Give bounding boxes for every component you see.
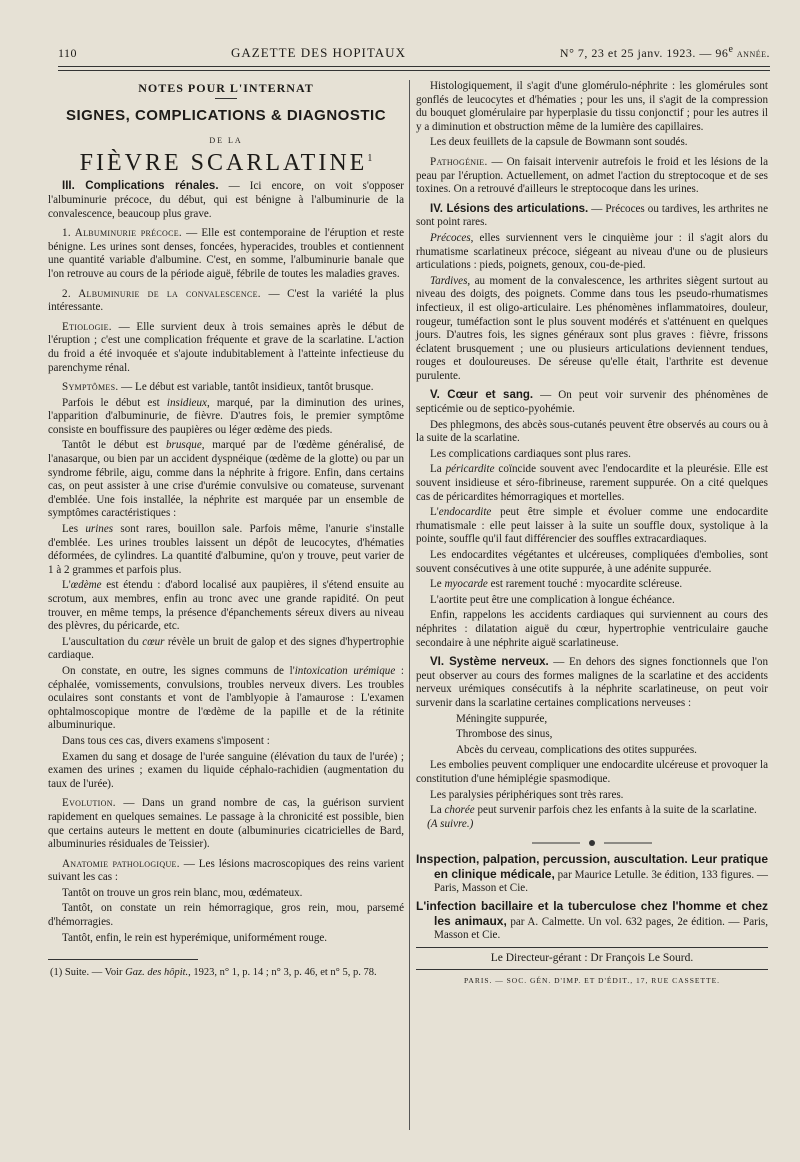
text-run: , au moment de la convalescence, les arthrites siègent surtout au niveau des doigts, des poignets. Comme dans tous les pseudo-rhumatismes infectieux, il est oligo-articulaire. Les phénomènes inflammatoires, douleur, rougeur, tuméfaction sont le plus souvent modérés et s'atténuent en quelques jours. D'autres fois, les signes généraux sont plus graves : fièvre, frissons éclatent brusquement ; une ou plusieurs articulations deviennent tendues, rouges et douloureuses. De séreuse qu'elle était, l'arthrite est devenue purulente. [416, 274, 768, 382]
section-v-p7 [416, 578, 768, 592]
albuminurie-convalescence-text: — C'est la variété la plus intéressante. [48, 287, 404, 314]
text-run: Les [62, 523, 86, 536]
book-details: par Maurice Letulle. 3e édition, 133 figures. — Paris, Masson et Cie. [434, 868, 768, 895]
section-v-p6: Les endocardites végétantes et ulcéreuses, compliquées d'embolies, sont souvent consécutives à une otite suppurée, à une adénite suppurée. [416, 549, 768, 575]
section-v-p8: L'aortite peut être une complication à longue échéance. [430, 593, 675, 606]
text-run: Le [430, 578, 445, 591]
section-vi [416, 656, 768, 710]
anatomie-label: Anatomie pathologique. [62, 857, 180, 870]
pathogenie-text: — On faisait intervenir autrefois le froid et les lésions de la peau par l'éruption. Actuellement, on admet l'action du streptocoque et de ses toxines. On a retrouvé d'ailleurs le streptocoque dans les urines. [416, 155, 768, 196]
symptomes-p8: Dans tous ces cas, divers examens s'imposent : [62, 734, 270, 747]
list-item: Thrombose des sinus, [456, 728, 553, 741]
text-run: : céphalée, vomissements, convulsions, troubles nerveux divers. Les troubles oculaires sont constants et vont de l'amblyopie à l'amaurose : L'examen ophtalmoscopique montre de l'œdème de la papille et de la rétinite albuminurique. [48, 664, 405, 732]
albuminurie-precoce [48, 227, 404, 281]
text-run: Tantôt le début est [62, 439, 166, 452]
column-divider [409, 80, 410, 1130]
section-v-p9: Enfin, rappelons les accidents cardiaques qui surviennent au cours des néphrites : dilatation aiguë du cœur, hypertrophie ventriculaire gauche secondaire à une néphrite aiguë scarlatineuse. [416, 609, 768, 649]
section-v-text: — On peut voir survenir des phénomènes de septicémie ou de septico-pyohémie. [416, 389, 769, 416]
text-run: est étendu : d'abord localisé aux paupières, il s'étend ensuite au scrotum, aux membres, enfin au tronc avec une grande rapidité. On peut trouver, en même temps, la présence d'épanchements séreux divers au niveau des plèvres, du péricarde, etc. [48, 579, 404, 633]
printer-imprint: PARIS. — SOC. GÉN. D'IMP. ET D'ÉDIT., 17, RUE CASSETTE. [463, 976, 721, 986]
section-v [416, 389, 768, 416]
histologie: Histologiquement, il s'agit d'une glomérulo-néphrite : les glomérules sont gonflés de leucocytes et d'hématies ; pour les uns, il s'agit de la compression du bouquet glomérulaire par hyperplasie du tissu conjonctif ; pour les autres il y a diminution et obstruction même de la lumière des capillaires. [416, 80, 768, 133]
symptomes-text: — Le début est variable, tantôt insidieux, tantôt brusque. [118, 381, 374, 394]
evolution-label: Evolution. [62, 797, 116, 810]
title-main-text: FIÈVRE SCARLATINE [79, 149, 368, 176]
section-v-p4 [416, 463, 768, 504]
anatomie-p3: Tantôt, on constate un rein hémorragique, gros rein, mou, parsemé d'hémorragies. [48, 902, 404, 929]
section-v-p5 [416, 506, 768, 547]
section-vi-text: — En dehors des signes fonctionnels que l'on peut observer au cours des formes malignes de la scarlatine et des accidents nerveux urémiques consécutifs à la néphrite scarlatineuse, on peut voir survenir dans la scarlatine certaines complications nerveuses : [416, 656, 768, 709]
text-run: L' [62, 579, 71, 592]
book-title: L'infection bacillaire et la tuberculose chez l'homme et chez les animaux, [416, 899, 768, 928]
section-v-p3: Les complications cardiaques sont plus rares. [430, 447, 631, 460]
symptomes-p3 [48, 439, 404, 521]
title-footnote-mark: 1 [367, 152, 373, 164]
section-vi-p3: Les paralysies périphériques sont très rares. [430, 788, 624, 801]
section-label: NOTES POUR L'INTERNAT [138, 81, 314, 95]
text-run: peut survenir parfois chez les enfants à la suite de la scarlatine. [474, 804, 757, 817]
issue-sup: e [728, 44, 734, 55]
symptomes-label: Symptômes. [62, 381, 119, 394]
symptomes-p4 [48, 523, 404, 577]
text-run: , marqué par de l'œdème généralisé, de l'anasarque, ou bien par un accident dyspnéique (œdème de la glotte) ou par un syndrome fébrile, aigu, comme dans la néphrite à frigore. Enfin, dans certains cas, on peut assister à une crise d'urémie convulsive ou comateuse, survenant d'emblée. Une fois installée, la néphrite est marquée par un ensemble de symptômes caractéristiques : [48, 439, 404, 520]
page-number: 110 [58, 46, 78, 60]
journal-title: GAZETTE DES HOPITAUX [231, 45, 406, 60]
section-iv [416, 203, 768, 230]
italic-run: Tardives [430, 274, 468, 287]
symptomes-p2 [48, 397, 404, 438]
albuminurie-convalescence [48, 288, 404, 315]
etiologie-text: — Elle survient deux à trois semaines après le début de l'éruption ; c'est une complication fréquente et grave de la scarlatine. L'action du froid a été invoquée et s'ajoute indubitablement à l'atteinte infectieuse du parenchyme rénal. [48, 320, 404, 374]
section-iv-p2 [416, 232, 768, 273]
italic-run: péricardite [445, 463, 495, 476]
pathogenie [416, 156, 768, 197]
italic-run: intoxication urémique [294, 664, 396, 677]
section-iii-heading: III. Complications rénales. [62, 180, 219, 193]
article-title-de: DE LA [209, 136, 243, 146]
header-rule [58, 66, 770, 71]
list-item: Méningite suppurée, [456, 712, 548, 725]
a-suivre: (A suivre.) [427, 817, 474, 830]
evolution-text: — Dans un grand nombre de cas, la guérison survient rapidement en quelques semaines. Le passage à la chronicité est possible, bien que certains auteurs le mettent en doute (albuminuries cicatricielles de Bard, albuminuries résiduales de Teissier). [48, 797, 404, 851]
section-vi-p4 [416, 804, 768, 831]
albuminurie-precoce-text: — Elle est contemporaine de l'éruption et reste bénigne. Les urines sont denses, foncées, hyperacides, troubles et contiennent une quantité variable d'albumine. C'est, en somme, l'albuminurie banale que l'on retrouve au cours de la période aiguë, fébrile de toutes les maladies graves. [48, 227, 405, 280]
symptomes-p5 [48, 579, 404, 633]
italic-run: insidieux [166, 396, 207, 409]
text-run: La [430, 463, 446, 476]
text-run: , elles surviennent vers le cinquième jour : il s'agit alors du rhumatisme scarlatineux précoce, siégeant au niveau d'une ou de plusieurs articulations : pieds, poignets, genoux, cou-de-pied. [416, 231, 768, 272]
pathogenie-label: Pathogénie. [430, 155, 488, 168]
anatomie [48, 858, 404, 885]
italic-run: endocardite [438, 506, 492, 519]
nerve-complications-list [416, 713, 768, 758]
right-column [416, 80, 768, 988]
text-run: peut être simple et évoluer comme une endocardite rhumatismale : elle peut laisser à la suite un souffle doux, systolique à la pointe, souffle qu'il faut différencier des souffles extracardiaques. [416, 506, 768, 546]
footnote [48, 966, 404, 979]
issue-annee: année. [736, 46, 770, 60]
albuminurie-convalescence-label: 2. Albuminurie de la convalescence. [62, 287, 261, 300]
text-run: révèle un bruit de galop et des signes d'hypertrophie cardiaque. [48, 635, 404, 662]
ornament-icon [532, 839, 652, 847]
etiologie [48, 321, 404, 375]
italic-run: cœur [142, 635, 165, 648]
text-run: (1) Suite. — Voir [50, 967, 126, 979]
italic-run: myocarde [444, 578, 488, 591]
left-column [48, 80, 404, 981]
italic-run: brusque [166, 439, 202, 452]
text-run: L'auscultation du [62, 635, 143, 648]
symptomes [48, 381, 404, 395]
section-iv-text: — Précoces ou tardives, les arthrites ne sont point rares. [416, 202, 768, 229]
symptomes-p6 [48, 636, 404, 663]
italic-run: urines [85, 523, 114, 536]
text-run: est rarement touché : myocardite scléreuse. [487, 578, 683, 591]
section-iv-heading: IV. Lésions des articulations. [430, 202, 589, 215]
issue-info [560, 44, 770, 61]
text-run: Parfois le début est [62, 396, 167, 409]
book-notices [416, 853, 768, 943]
text-run: On constate, en outre, les signes communs de l' [62, 664, 295, 677]
text-run: , 1923, n° 1, p. 14 ; n° 3, p. 46, et n° 5, p. 78. [188, 967, 377, 979]
section-v-p2: Des phlegmons, des abcès sous-cutanés peuvent être observés au cours ou à la suite de la scarlatine. [416, 418, 768, 445]
section-v-heading: V. Cœur et sang. [430, 389, 534, 402]
symptomes-p7 [48, 665, 404, 733]
section-iv-p3 [416, 275, 768, 384]
anatomie-p2: Tantôt on trouve un gros rein blanc, mou, œdémateux. [62, 886, 303, 899]
footnote-rule [48, 959, 198, 960]
section-vi-p2: Les embolies peuvent compliquer une endocardite ulcéreuse et provoquer la constitution d'une hémiplégie spasmodique. [416, 759, 768, 785]
italic-run: Gaz. des hôpit. [125, 967, 189, 979]
book-details: par A. Calmette. Un vol. 632 pages, 2e édition. — Paris, Masson et Cie. [434, 915, 768, 942]
article-title-main [48, 149, 404, 176]
section-iii-text: — Ici encore, on voit s'opposer l'albuminurie précoce, du début, qui est bénigne à l'albuminurie de la convalescence, beaucoup plus grave. [48, 180, 404, 220]
symptomes-p9: Examen du sang et dosage de l'urée sanguine (élévation du taux de l'urée) ; examen des urines ; examen du liquide céphalo-rachidien (augmentation du taux de l'urée). [48, 750, 404, 790]
italic-run: Précoces [430, 231, 471, 244]
text-run: sont rares, bouillon sale. Parfois même, l'anurie s'installe d'emblée. Les urines troubles laissent un dépôt de leucocytes, d'hématies déformées, de cylindres. La quantité d'albumine, qu'on y trouve, peut varier de 1 à 2 grammes et parfois plus. [48, 523, 404, 576]
ornament-divider [416, 839, 768, 847]
albuminurie-precoce-label: 1. Albuminurie précoce. [62, 227, 182, 240]
title-ornament [215, 98, 237, 99]
text-run: La [430, 804, 445, 817]
list-item: Abcès du cerveau, complications des otites suppurées. [456, 743, 697, 756]
issue-number: N° 7, 23 et 25 janv. 1923. — 96 [559, 46, 729, 60]
evolution [48, 797, 404, 851]
section-iii [48, 180, 404, 221]
anatomie-text: — Les lésions macroscopiques des reins varient suivant les cas : [48, 857, 404, 884]
anatomie-p4: Tantôt, enfin, le rein est hyperémique, uniformément rouge. [62, 931, 328, 944]
directeur-gerant: Le Directeur-gérant : Dr François Le Sourd. [416, 947, 768, 971]
book-notice [416, 853, 768, 896]
book-notice [416, 900, 768, 943]
section-vi-heading: VI. Système nerveux. [430, 656, 549, 669]
text-run: , marqué, par la diminution des urines, l'apparition d'albuminurie, de fièvre. D'autres fois, le premier symptôme consiste en bouffissure des paupières ou léger œdème des pieds. [48, 396, 404, 436]
text-run: L' [430, 506, 439, 519]
italic-run: chorée [444, 804, 475, 817]
text-run: coïncide souvent avec l'endocardite et la pleurésie. Elle est souvent insidieuse et séro-fibrineuse, rarement suppurée. On a cité quelques cas de péricardites hémorragiques et mortelles. [416, 463, 768, 503]
italic-run: œdème [70, 579, 102, 592]
article-title-line1: SIGNES, COMPLICATIONS & DIAGNOSTIC [65, 106, 387, 124]
etiologie-label: Etiologie. [62, 320, 112, 333]
histologie-p2: Les deux feuillets de la capsule de Bowmann sont soudés. [430, 136, 688, 149]
page-header [58, 44, 770, 66]
book-title: Inspection, palpation, percussion, auscultation. Leur pratique en clinique médicale, [416, 852, 768, 881]
